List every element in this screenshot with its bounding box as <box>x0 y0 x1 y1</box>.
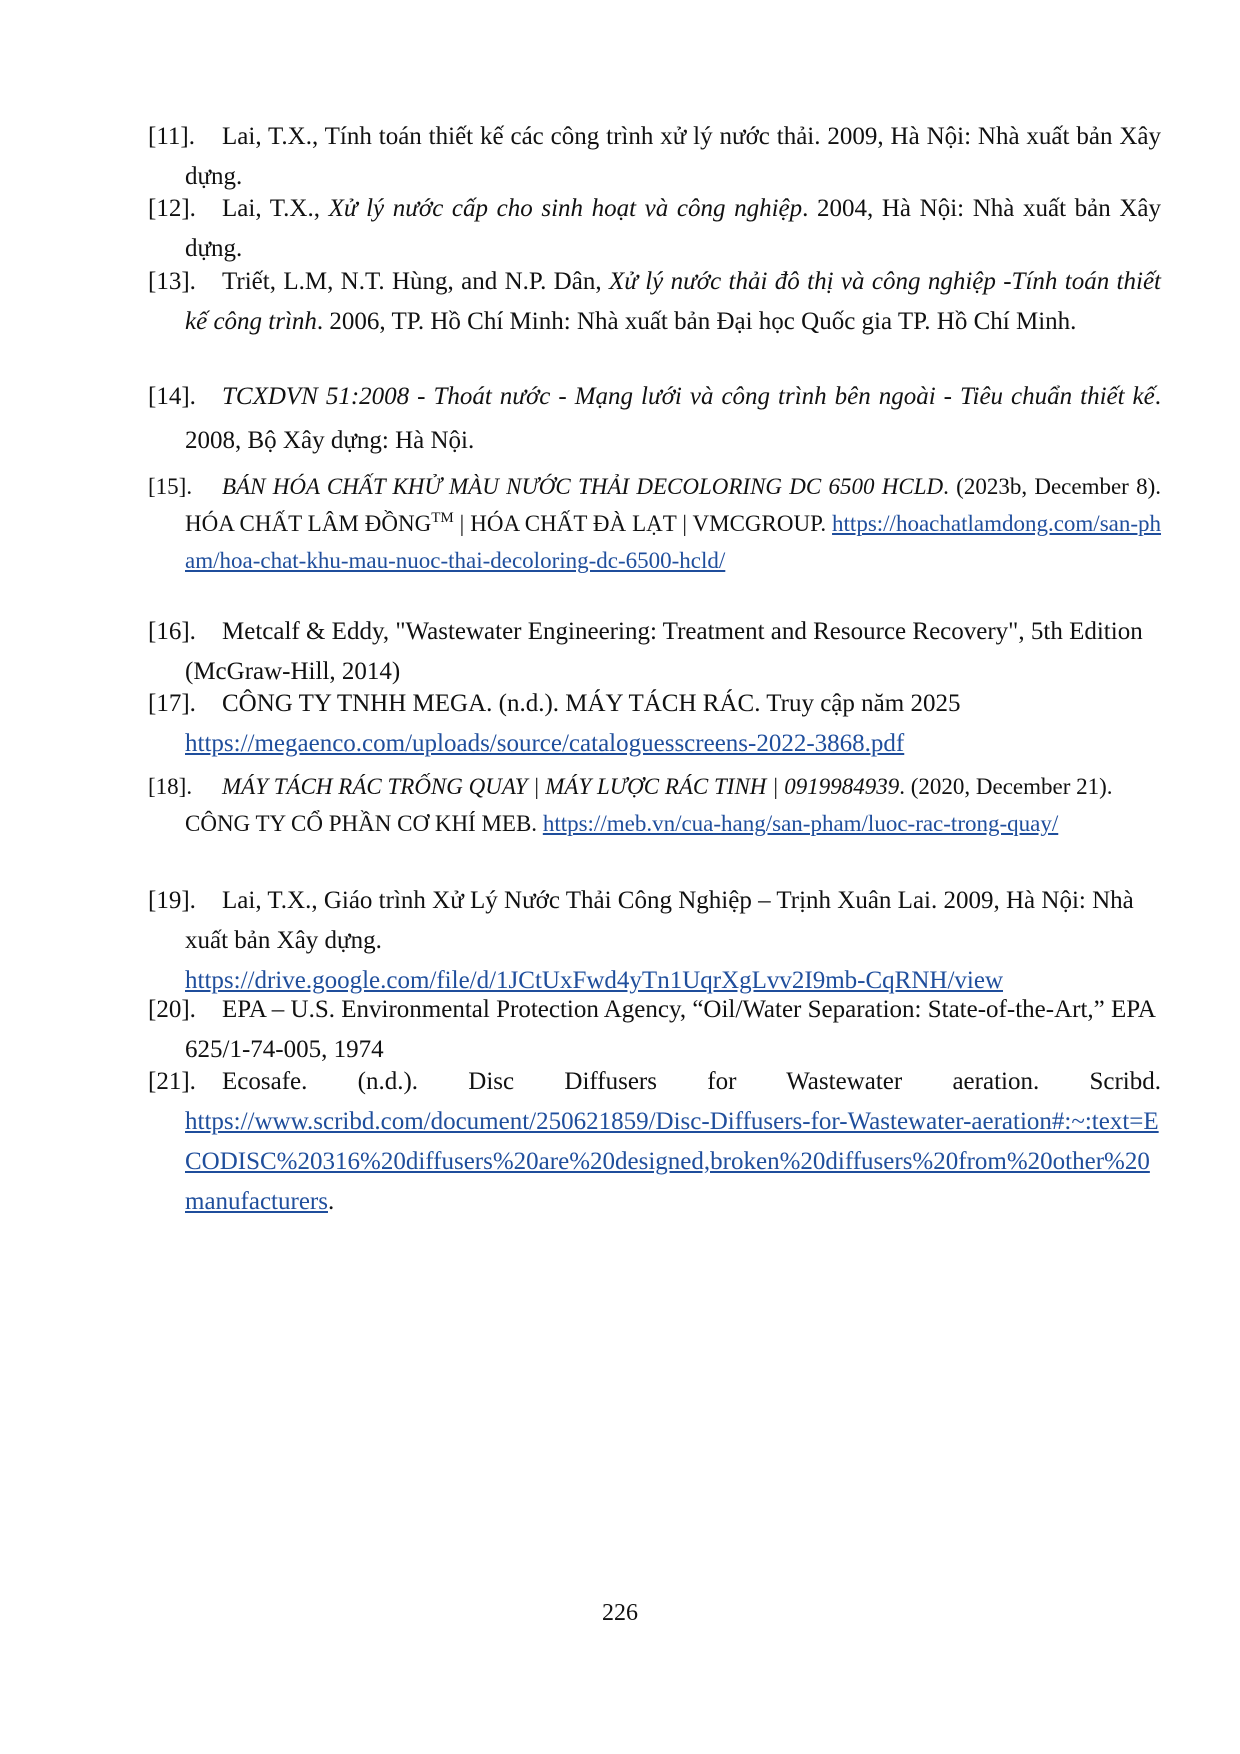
reference-title: Xử lý nước cấp cho sinh hoạt và công nghiệp <box>328 195 803 222</box>
reference-text: CÔNG TY TNHH MEGA. (n.d.). MÁY TÁCH RÁC. Truy cập năm 2025 <box>222 690 961 717</box>
reference-number: [20]. <box>148 996 196 1023</box>
reference-details: . (2020, December 21). CÔNG TY CỔ PHẦN CƠ KHÍ MEB. <box>185 774 1113 836</box>
reference-number: [12]. <box>148 195 196 222</box>
page-number: 226 <box>602 1600 638 1626</box>
reference-number: [18]. <box>148 774 193 799</box>
reference-link[interactable]: https://meb.vn/cua-hang/san-pham/luoc-rac-trong-quay/ <box>542 811 1059 836</box>
reference-12 <box>148 189 1161 269</box>
reference-author: Lai, T.X., <box>222 195 329 222</box>
reference-13 <box>148 262 1161 342</box>
reference-link[interactable]: https://megaenco.com/uploads/source/cataloguesscreens-2022-3868.pdf <box>185 730 905 757</box>
reference-details: . 2004, Hà Nội: Nhà xuất bản Xây dựng. <box>185 195 1161 262</box>
reference-18 <box>148 768 1161 842</box>
reference-title: BÁN HÓA CHẤT KHỬ MÀU NƯỚC THẢI DECOLORING DC 6500 HCLD <box>222 474 944 499</box>
reference-number: [15]. <box>148 474 193 499</box>
reference-15 <box>148 468 1161 579</box>
reference-details: . (2023b, December 8). HÓA CHẤT LÂM ĐỒNG <box>185 474 1161 536</box>
reference-number: [17]. <box>148 690 196 717</box>
reference-14 <box>148 375 1161 463</box>
reference-11 <box>148 117 1161 197</box>
reference-details: . 2008, Bộ Xây dựng: Hà Nội. <box>185 383 1161 454</box>
reference-text: EPA – U.S. Environmental Protection Agency, “Oil/Water Separation: State-of-the-Art,” EPA 625/1-74-005, 1974 <box>185 996 1155 1063</box>
reference-text: Lai, T.X., Giáo trình Xử Lý Nước Thải Công Nghiệp – Trịnh Xuân Lai. 2009, Hà Nội: Nhà xuất bản Xây dựng. <box>185 887 1134 954</box>
trademark-mark: TM <box>431 510 454 526</box>
reference-link[interactable]: https://drive.google.com/file/d/1JCtUxFwd4yTn1UqrXgLvv2I9mb-CqRNH/view <box>185 967 1003 994</box>
reference-link[interactable]: https://www.scribd.com/document/250621859/Disc-Diffusers-for-Wastewater-aeration#:~:text=ECODISC%20316%20diffusers%20are%20designed,broken%20diffusers%20from%20other%20manufacturers <box>185 1108 1159 1215</box>
reference-text: Metcalf & Eddy, "Wastewater Engineering: Treatment and Resource Recovery", 5th Edition (McGraw-Hill, 2014) <box>185 618 1143 685</box>
reference-number: [16]. <box>148 618 196 645</box>
reference-text: Lai, T.X., Tính toán thiết kế các công trình xử lý nước thải. 2009, Hà Nội: Nhà xuất bản Xây dựng. <box>185 123 1161 190</box>
reference-details-2: | HÓA CHẤT ĐÀ LẠT | VMCGROUP. <box>453 511 827 536</box>
reference-19 <box>148 881 1161 1001</box>
reference-title: MÁY TÁCH RÁC TRỐNG QUAY | MÁY LƯỢC RÁC TINH | 0919984939 <box>222 774 900 799</box>
reference-number: [19]. <box>148 887 196 914</box>
reference-tail: . <box>327 1188 335 1215</box>
reference-title: Xử lý nước thải đô thị và công nghiệp -Tính toán thiết kế công trình <box>185 268 1161 335</box>
reference-number: [14]. <box>148 383 196 410</box>
reference-link[interactable]: https://hoachatlamdong.com/san-pham/hoa-chat-khu-mau-nuoc-thai-decoloring-dc-6500-hcld/ <box>185 511 1162 573</box>
reference-text: Ecosafe. (n.d.). Disc Diffusers for Wastewater aeration. Scribd. <box>222 1068 1161 1095</box>
reference-21 <box>148 1062 1161 1222</box>
reference-number: [11]. <box>148 123 195 150</box>
reference-number: [13]. <box>148 268 196 295</box>
reference-20 <box>148 990 1161 1070</box>
reference-17 <box>148 684 1161 764</box>
reference-number: [21]. <box>148 1068 196 1095</box>
reference-title: TCXDVN 51:2008 - Thoát nước - Mạng lưới và công trình bên ngoài - Tiêu chuẩn thiết kế <box>222 383 1155 410</box>
reference-details: . 2006, TP. Hồ Chí Minh: Nhà xuất bản Đại học Quốc gia TP. Hồ Chí Minh. <box>316 308 1077 335</box>
reference-16 <box>148 612 1161 692</box>
reference-author: Triết, L.M, N.T. Hùng, and N.P. Dân, <box>222 268 609 295</box>
